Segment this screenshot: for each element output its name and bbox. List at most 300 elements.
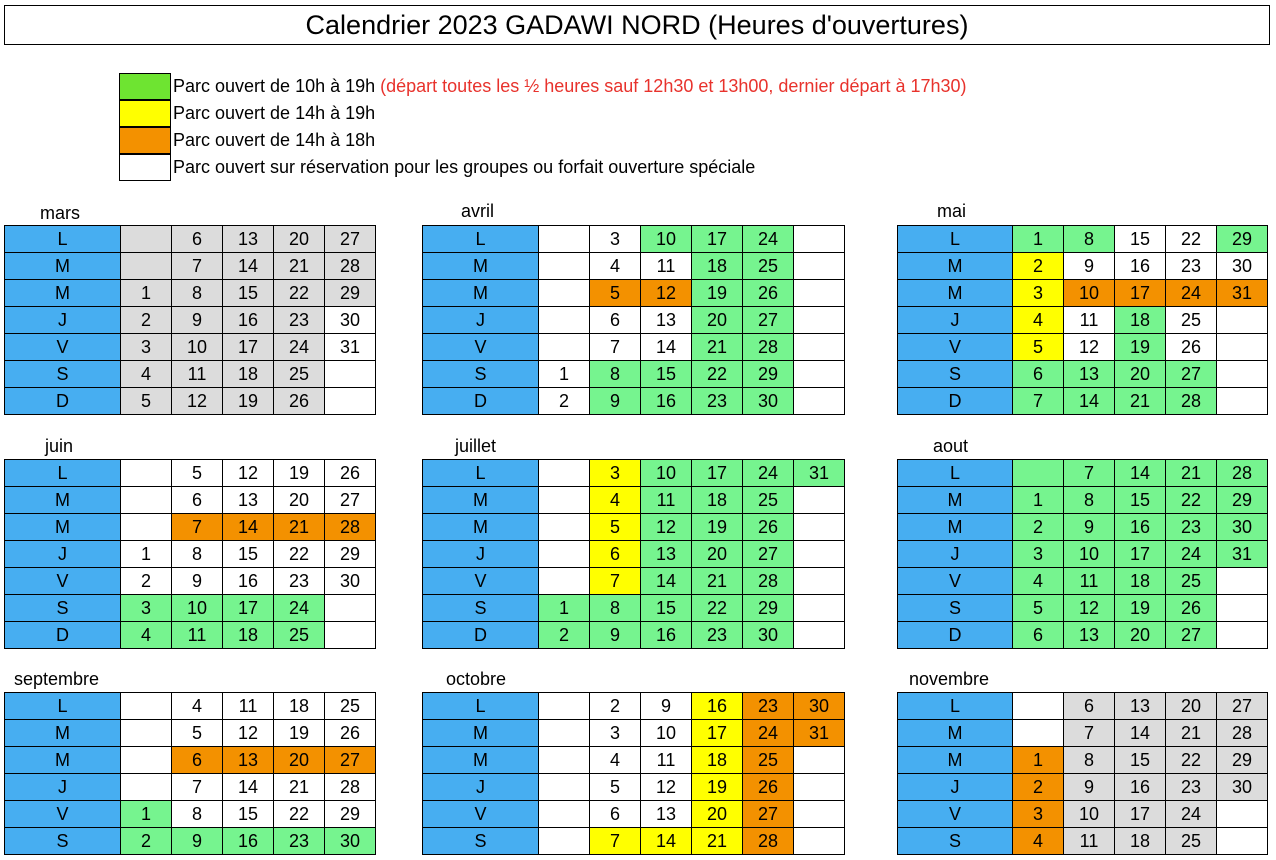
date-cell: 31 — [1217, 541, 1268, 568]
date-cell: 25 — [743, 253, 794, 280]
legend-item-white — [119, 154, 967, 181]
date-cell: 2 — [121, 568, 172, 595]
calendar-week-row — [898, 487, 1268, 514]
weekday-label: M — [423, 487, 539, 514]
calendar-week-row — [898, 253, 1268, 280]
date-cell: 29 — [1217, 487, 1268, 514]
empty-cell — [794, 541, 845, 568]
date-cell: 11 — [641, 747, 692, 774]
empty-cell — [1217, 801, 1268, 828]
date-cell: 10 — [172, 334, 223, 361]
weekday-label: M — [5, 514, 121, 541]
month-title-juillet: juillet — [455, 436, 497, 456]
calendar-week-row — [5, 226, 376, 253]
month-table-aout — [897, 459, 1268, 649]
empty-cell — [1217, 334, 1268, 361]
date-cell: 13 — [641, 307, 692, 334]
date-cell: 10 — [1064, 280, 1115, 307]
date-cell: 13 — [1064, 361, 1115, 388]
date-cell: 3 — [590, 720, 641, 747]
date-cell: 18 — [692, 253, 743, 280]
date-cell: 24 — [274, 334, 325, 361]
date-cell: 10 — [172, 595, 223, 622]
date-cell: 4 — [1013, 828, 1064, 855]
date-cell: 2 — [121, 828, 172, 855]
weekday-label: V — [5, 334, 121, 361]
date-cell: 1 — [1013, 226, 1064, 253]
date-cell: 6 — [172, 747, 223, 774]
title-text: Calendrier 2023 GADAWI NORD (Heures d'ouvertures) — [305, 9, 969, 40]
weekday-label: M — [423, 747, 539, 774]
date-cell: 23 — [274, 307, 325, 334]
date-cell: 16 — [223, 828, 274, 855]
date-cell: 26 — [1166, 334, 1217, 361]
date-cell: 1 — [539, 595, 590, 622]
empty-cell — [539, 280, 590, 307]
date-cell: 10 — [1064, 541, 1115, 568]
empty-cell — [121, 514, 172, 541]
date-cell: 21 — [1115, 388, 1166, 415]
empty-cell — [539, 334, 590, 361]
date-cell: 29 — [1217, 226, 1268, 253]
date-cell: 17 — [223, 595, 274, 622]
date-cell: 14 — [641, 334, 692, 361]
empty-cell — [539, 541, 590, 568]
date-cell: 7 — [172, 514, 223, 541]
date-cell: 26 — [743, 280, 794, 307]
empty-cell — [325, 595, 376, 622]
date-cell: 22 — [1166, 487, 1217, 514]
date-cell: 30 — [743, 622, 794, 649]
empty-cell — [794, 595, 845, 622]
empty-cell — [794, 568, 845, 595]
weekday-label: M — [423, 253, 539, 280]
date-cell: 3 — [1013, 801, 1064, 828]
empty-cell — [539, 774, 590, 801]
calendar-week-row — [423, 253, 845, 280]
weekday-label: M — [5, 280, 121, 307]
date-cell: 19 — [1115, 334, 1166, 361]
date-cell: 1 — [121, 280, 172, 307]
month-title-septembre: septembre — [14, 669, 100, 689]
calendar-week-row — [423, 595, 845, 622]
date-cell: 18 — [692, 487, 743, 514]
calendar-week-row — [898, 226, 1268, 253]
empty-cell — [325, 388, 376, 415]
empty-cell — [1013, 693, 1064, 720]
month-title-juin: juin — [45, 436, 74, 456]
date-cell: 21 — [274, 253, 325, 280]
date-cell: 26 — [274, 388, 325, 415]
date-cell: 30 — [1217, 774, 1268, 801]
date-cell: 26 — [743, 774, 794, 801]
month-table-mai — [897, 225, 1268, 415]
date-cell: 25 — [1166, 568, 1217, 595]
calendar-week-row — [423, 693, 845, 720]
calendar-week-row — [5, 774, 376, 801]
date-cell: 21 — [692, 568, 743, 595]
date-cell: 19 — [274, 460, 325, 487]
date-cell: 18 — [1115, 568, 1166, 595]
weekday-label: M — [423, 514, 539, 541]
date-cell: 16 — [1115, 774, 1166, 801]
empty-cell — [539, 828, 590, 855]
date-cell: 10 — [1064, 801, 1115, 828]
date-cell: 30 — [794, 693, 845, 720]
date-cell: 12 — [1064, 334, 1115, 361]
weekday-label: M — [5, 747, 121, 774]
calendar-week-row — [423, 747, 845, 774]
weekday-label: V — [423, 801, 539, 828]
date-cell: 19 — [692, 514, 743, 541]
empty-cell — [539, 801, 590, 828]
date-cell: 25 — [1166, 307, 1217, 334]
date-cell: 10 — [641, 460, 692, 487]
empty-cell — [121, 460, 172, 487]
month-title-avril: avril — [461, 201, 495, 221]
date-cell: 1 — [1013, 487, 1064, 514]
date-cell: 27 — [325, 747, 376, 774]
date-cell: 27 — [743, 801, 794, 828]
calendar-week-row — [423, 487, 845, 514]
date-cell: 17 — [223, 334, 274, 361]
empty-cell — [539, 460, 590, 487]
date-cell: 4 — [1013, 307, 1064, 334]
date-cell: 21 — [274, 774, 325, 801]
date-cell: 13 — [1115, 693, 1166, 720]
date-cell: 14 — [641, 568, 692, 595]
date-cell: 26 — [325, 460, 376, 487]
weekday-label: V — [5, 568, 121, 595]
empty-cell — [539, 568, 590, 595]
date-cell: 31 — [325, 334, 376, 361]
weekday-label: J — [423, 774, 539, 801]
weekday-label: M — [5, 253, 121, 280]
weekday-label: V — [5, 801, 121, 828]
empty-cell — [794, 388, 845, 415]
date-cell: 16 — [641, 388, 692, 415]
weekday-label: M — [898, 514, 1013, 541]
date-cell: 20 — [692, 801, 743, 828]
date-cell: 16 — [1115, 514, 1166, 541]
calendar-week-row — [5, 334, 376, 361]
calendar-week-row — [5, 568, 376, 595]
empty-cell — [794, 226, 845, 253]
date-cell: 2 — [590, 693, 641, 720]
date-cell: 5 — [172, 720, 223, 747]
date-cell: 25 — [274, 361, 325, 388]
date-cell: 16 — [692, 693, 743, 720]
weekday-label: D — [5, 388, 121, 415]
calendar-week-row — [898, 280, 1268, 307]
date-cell: 14 — [223, 253, 274, 280]
empty-cell — [794, 514, 845, 541]
weekday-label: J — [5, 307, 121, 334]
month-table-octobre — [422, 692, 845, 855]
date-cell: 21 — [1166, 720, 1217, 747]
weekday-label: L — [898, 460, 1013, 487]
calendar-week-row — [898, 460, 1268, 487]
weekday-label: J — [898, 307, 1013, 334]
empty-cell — [539, 720, 590, 747]
calendar-week-row — [898, 595, 1268, 622]
date-cell: 1 — [539, 361, 590, 388]
legend-swatch-orange — [119, 127, 171, 154]
date-cell: 2 — [1013, 253, 1064, 280]
empty-cell — [1217, 568, 1268, 595]
date-cell: 13 — [223, 226, 274, 253]
empty-cell — [539, 514, 590, 541]
date-cell: 9 — [1064, 514, 1115, 541]
date-cell: 16 — [641, 622, 692, 649]
date-cell: 1 — [121, 541, 172, 568]
weekday-label: J — [5, 541, 121, 568]
legend-item-orange — [119, 127, 967, 154]
date-cell: 24 — [1166, 541, 1217, 568]
date-cell: 27 — [1217, 693, 1268, 720]
date-cell: 3 — [1013, 541, 1064, 568]
weekday-label: M — [898, 280, 1013, 307]
weekday-label: M — [898, 720, 1013, 747]
date-cell: 17 — [692, 720, 743, 747]
empty-cell — [794, 828, 845, 855]
date-cell: 2 — [1013, 774, 1064, 801]
empty-cell — [121, 774, 172, 801]
date-cell: 6 — [590, 541, 641, 568]
date-cell: 25 — [1166, 828, 1217, 855]
date-cell: 17 — [1115, 801, 1166, 828]
weekday-label: L — [423, 693, 539, 720]
weekday-label: L — [423, 226, 539, 253]
calendar-week-row — [423, 334, 845, 361]
calendar-week-row — [898, 307, 1268, 334]
date-cell: 11 — [172, 622, 223, 649]
date-cell: 29 — [743, 361, 794, 388]
date-cell: 24 — [274, 595, 325, 622]
date-cell: 9 — [172, 828, 223, 855]
month-title-mars: mars — [40, 203, 80, 223]
date-cell: 28 — [743, 334, 794, 361]
weekday-label: M — [898, 747, 1013, 774]
calendar-week-row — [5, 828, 376, 855]
date-cell: 11 — [223, 693, 274, 720]
date-cell: 13 — [1064, 622, 1115, 649]
weekday-label: V — [898, 801, 1013, 828]
calendar-week-row — [5, 693, 376, 720]
calendar-week-row — [423, 622, 845, 649]
weekday-label: S — [898, 361, 1013, 388]
month-title-octobre: octobre — [446, 669, 507, 689]
calendar-week-row — [898, 622, 1268, 649]
weekday-label: V — [898, 568, 1013, 595]
empty-cell — [121, 253, 172, 280]
date-cell: 20 — [1115, 622, 1166, 649]
date-cell: 12 — [641, 774, 692, 801]
calendar-week-row — [898, 747, 1268, 774]
date-cell: 23 — [1166, 253, 1217, 280]
date-cell: 30 — [743, 388, 794, 415]
date-cell: 23 — [1166, 774, 1217, 801]
date-cell: 3 — [121, 334, 172, 361]
calendar-week-row — [5, 541, 376, 568]
legend-swatch-green — [119, 73, 171, 100]
weekday-label: L — [5, 693, 121, 720]
legend-label: Parc ouvert sur réservation pour les groupes ou forfait ouverture spéciale — [173, 157, 756, 177]
empty-cell — [794, 280, 845, 307]
weekday-label: S — [5, 595, 121, 622]
date-cell: 4 — [590, 487, 641, 514]
date-cell: 30 — [325, 828, 376, 855]
date-cell: 27 — [1166, 361, 1217, 388]
date-cell: 8 — [172, 280, 223, 307]
weekday-label: D — [898, 388, 1013, 415]
weekday-label: J — [423, 307, 539, 334]
empty-cell — [1217, 307, 1268, 334]
weekday-label: J — [423, 541, 539, 568]
date-cell: 4 — [590, 747, 641, 774]
date-cell: 9 — [590, 622, 641, 649]
calendar-week-row — [5, 747, 376, 774]
weekday-label: J — [5, 774, 121, 801]
date-cell: 16 — [1115, 253, 1166, 280]
date-cell: 21 — [274, 514, 325, 541]
calendar-week-row — [5, 388, 376, 415]
date-cell: 13 — [641, 801, 692, 828]
empty-cell — [794, 307, 845, 334]
calendar-week-row — [5, 720, 376, 747]
date-cell: 21 — [692, 828, 743, 855]
empty-cell — [539, 693, 590, 720]
calendar-week-row — [423, 801, 845, 828]
date-cell: 24 — [1166, 801, 1217, 828]
empty-cell — [121, 720, 172, 747]
date-cell: 15 — [1115, 226, 1166, 253]
date-cell: 10 — [641, 720, 692, 747]
date-cell: 2 — [539, 388, 590, 415]
weekday-label: M — [5, 720, 121, 747]
date-cell: 11 — [1064, 828, 1115, 855]
date-cell: 28 — [325, 774, 376, 801]
calendar-week-row — [423, 514, 845, 541]
weekday-label: S — [423, 595, 539, 622]
date-cell: 28 — [1217, 720, 1268, 747]
date-cell: 15 — [1115, 747, 1166, 774]
empty-cell — [1217, 361, 1268, 388]
date-cell: 8 — [590, 595, 641, 622]
date-cell: 1 — [1013, 747, 1064, 774]
date-cell: 4 — [1013, 568, 1064, 595]
weekday-label: M — [423, 280, 539, 307]
date-cell: 8 — [1064, 226, 1115, 253]
date-cell: 30 — [325, 568, 376, 595]
weekday-label: L — [5, 460, 121, 487]
date-cell: 20 — [692, 541, 743, 568]
date-cell: 25 — [743, 747, 794, 774]
calendar-week-row — [423, 720, 845, 747]
date-cell: 24 — [1166, 280, 1217, 307]
date-cell: 29 — [325, 280, 376, 307]
empty-cell — [1217, 828, 1268, 855]
empty-cell — [539, 487, 590, 514]
date-cell: 27 — [1166, 622, 1217, 649]
empty-cell — [325, 361, 376, 388]
calendar-week-row — [423, 361, 845, 388]
date-cell: 14 — [223, 774, 274, 801]
date-cell: 7 — [590, 828, 641, 855]
date-cell: 17 — [1115, 541, 1166, 568]
date-cell: 15 — [641, 361, 692, 388]
month-table-avril — [422, 225, 845, 415]
date-cell: 6 — [590, 801, 641, 828]
date-cell: 27 — [325, 487, 376, 514]
date-cell: 3 — [590, 226, 641, 253]
date-cell: 28 — [325, 514, 376, 541]
date-cell: 4 — [121, 361, 172, 388]
month-table-novembre — [897, 692, 1268, 855]
date-cell: 24 — [743, 720, 794, 747]
date-cell: 7 — [590, 334, 641, 361]
date-cell: 30 — [325, 307, 376, 334]
date-cell: 3 — [1013, 280, 1064, 307]
date-cell: 26 — [743, 514, 794, 541]
date-cell: 23 — [1166, 514, 1217, 541]
date-cell: 14 — [223, 514, 274, 541]
date-cell: 28 — [1166, 388, 1217, 415]
date-cell: 19 — [692, 774, 743, 801]
weekday-label: M — [5, 487, 121, 514]
date-cell: 12 — [172, 388, 223, 415]
date-cell: 12 — [223, 460, 274, 487]
empty-cell — [121, 487, 172, 514]
calendar-week-row — [423, 568, 845, 595]
weekday-label: M — [423, 720, 539, 747]
calendar-week-row — [5, 487, 376, 514]
empty-cell — [794, 487, 845, 514]
calendar-week-row — [898, 541, 1268, 568]
date-cell: 23 — [274, 568, 325, 595]
calendar-week-row — [5, 514, 376, 541]
empty-cell — [794, 801, 845, 828]
calendar-week-row — [423, 460, 845, 487]
date-cell: 28 — [743, 828, 794, 855]
month-table-septembre — [4, 692, 376, 855]
weekday-label: D — [898, 622, 1013, 649]
empty-cell — [121, 226, 172, 253]
date-cell: 10 — [641, 226, 692, 253]
date-cell: 30 — [1217, 253, 1268, 280]
empty-cell — [1217, 622, 1268, 649]
date-cell: 23 — [274, 828, 325, 855]
date-cell: 11 — [641, 253, 692, 280]
date-cell: 2 — [121, 307, 172, 334]
date-cell: 29 — [1217, 747, 1268, 774]
date-cell: 28 — [1217, 460, 1268, 487]
empty-cell — [325, 622, 376, 649]
weekday-label: L — [898, 226, 1013, 253]
empty-cell — [1217, 595, 1268, 622]
date-cell: 2 — [539, 622, 590, 649]
date-cell: 25 — [743, 487, 794, 514]
date-cell: 14 — [1115, 720, 1166, 747]
legend-item-green — [119, 73, 967, 100]
month-title-mai: mai — [937, 201, 967, 221]
date-cell: 22 — [274, 801, 325, 828]
date-cell: 11 — [172, 361, 223, 388]
calendar-week-row — [898, 388, 1268, 415]
empty-cell — [794, 774, 845, 801]
date-cell: 6 — [590, 307, 641, 334]
legend-label: Parc ouvert de 14h à 18h — [173, 130, 376, 150]
